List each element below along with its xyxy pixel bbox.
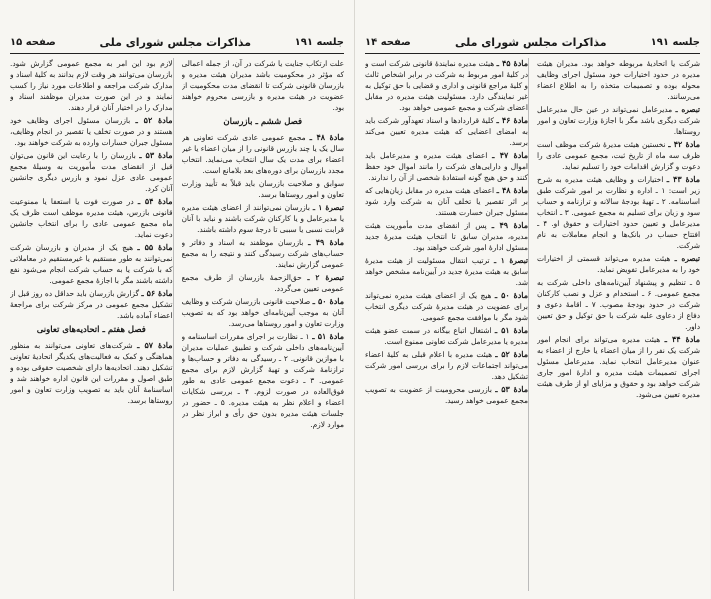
paragraph-text: ۵ ـ تنظیم و پیشنهاد آیین‌نامه‌های داخلی شرکت به مجمع عمومی. ۶ ـ استخدام و عزل و نصب کارکنان شرکت در حدود بودجهٔ مصوب. ۷ ـ اقامهٔ دعوی و دفاع از دعاوی علیه شرکت با حق توکیل و حق تعیین داور. bbox=[537, 278, 700, 331]
article-label: مادهٔ ۴۷ ـ bbox=[492, 150, 528, 160]
note-label: تبصرهٔ ۲ ـ bbox=[307, 273, 344, 282]
left-page-header bbox=[10, 32, 344, 52]
article-label: مادهٔ ۵۳ ـ bbox=[139, 150, 173, 160]
right-columns bbox=[365, 58, 700, 591]
article-paragraph bbox=[10, 288, 173, 321]
article-label: مادهٔ ۴۵ ـ bbox=[496, 58, 528, 68]
note-label: تبصره ـ bbox=[675, 105, 700, 114]
right-header-rule bbox=[365, 53, 700, 54]
article-label: مادهٔ ۵۱ ـ bbox=[312, 331, 344, 341]
article-paragraph bbox=[365, 115, 528, 148]
paragraph-text: هیئت مدیره نمایندهٔ قانونی شرکت است و در کلیهٔ امور مربوط به شرکت در برابر اشخاص ثالث و کلیهٔ مراجع قانونی و اداری و قضایی با حق توکیل به غیر نمایندگی دارد. مسئولیت هیئت مدیره در مقابل اعضای شرکت و مجمع عمومی خواهد بود. bbox=[365, 59, 528, 112]
article-paragraph bbox=[10, 242, 173, 286]
article-paragraph bbox=[182, 331, 345, 430]
paragraph-text: ۱ ـ نظارت بر اجرای مقررات اساسنامه و آیین‌نامه‌های داخلی شرکت و تطبیق عملیات مدیران با موازین قانونی. ۲ ـ رسیدگی به دفاتر و حساب‌ها و ترازنامهٔ شرکت و تهیهٔ گزارش لازم برای مجمع عمومی. ۳ ـ دعوت مجمع عمومی عادی به طور فوق‌العاده در صورت لزوم. ۴ ـ بررسی شکایات اعضاء و اعلام نظر به هیئت مدیره. ۵ ـ حضور در جلسات هیئت مدیره بدون حق رأی و ابراز نظر در موارد لازم. bbox=[181, 332, 344, 429]
note-label: تبصرهٔ ۱ ـ bbox=[494, 256, 528, 265]
left-columns bbox=[10, 58, 344, 591]
paragraph-text: گزارش بازرسان باید حداقل ده روز قبل از تشکیل مجمع عمومی در مرکز شرکت برای مراجعهٔ اعضاء آماده باشد. bbox=[10, 289, 173, 320]
note-label: تبصرهٔ ۱ ـ bbox=[312, 203, 344, 212]
paragraph-text: نخستین هیئت مدیرهٔ شرکت موظف است ظرف سه ماه از تاریخ ثبت، مجمع عمومی عادی را دعوت و گزارش اقدامات خود را تسلیم نماید. bbox=[537, 140, 700, 171]
paragraph-text: سوابق و صلاحیت بازرسان باید قبلاً به تأیید وزارت تعاون و امور روستاها برسد. bbox=[181, 179, 344, 199]
paragraph-text: هیئت مدیره با اعلام قبلی به کلیهٔ اعضاء می‌تواند اجتماعات لازم را برای بررسی امور شرکت تشکیل دهد. bbox=[365, 350, 528, 381]
article-paragraph bbox=[10, 150, 173, 194]
right-page-number: صفحه ۱۴ bbox=[365, 36, 411, 48]
article-label: مادهٔ ۵۲ ـ bbox=[135, 115, 173, 125]
right-header-title: مذاکرات مجلس شورای ملی bbox=[454, 35, 607, 49]
paragraph-text: مدیرعامل نمی‌تواند در عین حال مدیرعامل شرکت دیگری باشد مگر با اجازهٔ وزارت تعاون و امور روستاها. bbox=[537, 105, 700, 136]
article-label: مادهٔ ۴۸ ـ bbox=[309, 132, 344, 142]
article-paragraph bbox=[10, 115, 173, 148]
paragraph-text: در صورت فوت یا استعفا یا ممنوعیت قانونی بازرس، هیئت مدیره موظف است ظرف یک ماه مجمع عمومی عادی را برای انتخاب جانشین دعوت نماید. bbox=[10, 197, 173, 239]
article-paragraph bbox=[365, 58, 528, 113]
right-page-column-1 bbox=[537, 58, 700, 591]
article-paragraph bbox=[537, 139, 700, 172]
note-paragraph bbox=[537, 253, 700, 275]
article-paragraph bbox=[365, 349, 528, 382]
left-page-column-2 bbox=[10, 58, 174, 591]
article-label: مادهٔ ۴۶ ـ bbox=[496, 115, 528, 125]
article-label: مادهٔ ۴۳ ـ bbox=[666, 174, 700, 184]
article-label: مادهٔ ۵۰ ـ bbox=[312, 296, 344, 306]
article-paragraph bbox=[537, 174, 700, 251]
article-paragraph bbox=[182, 296, 345, 329]
right-page bbox=[355, 0, 710, 599]
paragraph-text: بازرسان را با رعایت این قانون می‌توان قبل از انقضای مدت مأموریت به وسیلهٔ مجمع عمومی عادی عزل نمود و بازرس دیگری جانشین آنان کرد. bbox=[10, 151, 173, 193]
article-label: مادهٔ ۴۹ ـ bbox=[308, 237, 344, 247]
note-paragraph bbox=[182, 202, 345, 235]
article-label: مادهٔ ۴۹ ـ bbox=[491, 220, 528, 230]
paragraph-text: هیچ یک از اعضای هیئت مدیره نمی‌تواند برای عضویت در هیئت مدیرهٔ شرکت دیگری انتخاب شود مگر با موافقت مجمع عمومی. bbox=[365, 291, 528, 322]
left-session-label: جلسه ۱۹۱ bbox=[294, 36, 344, 48]
paragraph-text: بازرسان نمی‌توانند از اعضای هیئت مدیره یا مدیرعامل و یا کارکنان شرکت باشند و نباید با آنان قرابت نسبی یا سببی تا درجهٔ سوم داشته باشند. bbox=[181, 203, 344, 234]
left-header-title: مذاکرات مجلس شورای ملی bbox=[99, 35, 252, 49]
article-paragraph bbox=[365, 290, 528, 323]
paragraph-text: لازم بود این امر به مجمع عمومی گزارش شود. بازرسان می‌توانند هر وقت لازم بدانند به کلیهٔ اسناد و مدارک شرکت مراجعه و اطلاعات مورد نیاز را کسب نمایند و در این صورت مدیران موظفند اسناد و مدارک را در اختیار آنان قرار دهند. bbox=[10, 59, 173, 112]
paragraph-text: هیئت مدیره می‌تواند برای انجام امور شرکت یک نفر را از میان اعضاء یا خارج از اعضاء به عنوان مدیرعامل انتخاب نماید. مدیرعامل مسئول اجرای تصمیمات هیئت مدیره و ادارهٔ امور جاری شرکت خواهد بود و حقوق و مزایای او از طرف هیئت مدیره تعیین می‌شود. bbox=[537, 335, 700, 399]
paragraph-text: بازرسی محرومیت از عضویت به تصویب مجمع عمومی خواهد رسید. bbox=[365, 385, 528, 405]
article-label: مادهٔ ۴۲ ـ bbox=[668, 139, 700, 149]
article-paragraph bbox=[537, 334, 700, 400]
article-label: مادهٔ ۵۷ ـ bbox=[137, 340, 173, 350]
right-page-header bbox=[365, 32, 700, 52]
paragraph-text: حق‌الزحمهٔ بازرسان از طرف مجمع عمومی تعیین می‌گردد. bbox=[181, 273, 344, 293]
paragraph-text: بازرسان مسئول اجرای وظایف خود هستند و در صورت تخلف یا تقصیر در انجام وظایف، مسئول جبران خسارات وارده به شرکت خواهند بود. bbox=[10, 116, 173, 147]
left-page-number: صفحه ۱۵ bbox=[10, 36, 56, 48]
right-session-label: جلسه ۱۹۱ bbox=[650, 36, 700, 48]
note-label: تبصره ـ bbox=[674, 254, 700, 263]
article-label: مادهٔ ۴۸ ـ bbox=[496, 185, 528, 195]
article-label: مادهٔ ۴۴ ـ bbox=[664, 334, 700, 344]
paragraph-text: اختیارات و وظایف هیئت مدیره به شرح زیر است: ۱ ـ اداره و نظارت بر امور شرکت طبق اساسنامه. ۲ ـ تهیهٔ بودجهٔ سالانه و ترازنامه و حساب سود و زیان برای تسلیم به مجمع عمومی. ۳ ـ انتخاب مدیرعامل و تعیین حدود اختیارات و حقوق او. ۴ ـ افتتاح حساب در بانک‌ها و انجام معاملات به نام شرکت. bbox=[537, 175, 700, 250]
note-paragraph bbox=[365, 255, 528, 288]
note-paragraph bbox=[537, 104, 700, 137]
article-label: مادهٔ ۵۶ ـ bbox=[141, 288, 173, 298]
paragraph-text: شرکت یا اتحادیهٔ مربوطه خواهد بود. مدیران هیئت مدیره در حدود اختیارات خود مسئول اجرای وظایف محوله بوده و تصمیمات متخذه را به اطلاع اعضاء می‌رسانند. bbox=[537, 59, 700, 101]
paragraph-text: اشتغال اتباع بیگانه در سمت عضو هیئت مدیره یا مدیرعامل شرکت تعاونی ممنوع است. bbox=[365, 326, 528, 346]
article-label: مادهٔ ۵۵ ـ bbox=[137, 242, 173, 252]
article-paragraph bbox=[365, 185, 528, 218]
article-label: مادهٔ ۵۱ ـ bbox=[494, 325, 528, 335]
section-heading: فصل ششم ـ بازرسان bbox=[223, 117, 303, 127]
paragraph-text: کلیهٔ قراردادها و اسناد تعهدآور شرکت باید به امضای اعضایی که هیئت مدیره تعیین می‌کند برسد. bbox=[365, 116, 528, 147]
article-paragraph bbox=[182, 237, 345, 270]
note-paragraph bbox=[182, 272, 345, 294]
text-paragraph bbox=[537, 58, 700, 102]
right-page-column-2 bbox=[365, 58, 529, 591]
paragraph-text: علت ارتکاب جنایت یا شرکت در آن، از جمله اعمالی که مؤثر در محکومیت باشد مدیران هیئت مدیره و بازرسان قانونی شرکت تا انقضای مدت محکومیت از عضویت در هیئت مدیره و بازرسی محروم خواهند بود. bbox=[181, 59, 344, 112]
paragraph-text: هیئت مدیره می‌تواند قسمتی از اختیارات خود را به مدیرعامل تفویض نماید. bbox=[537, 254, 700, 274]
left-page bbox=[0, 0, 355, 599]
article-label: مادهٔ ۵۰ ـ bbox=[494, 290, 528, 300]
left-header-rule bbox=[10, 53, 344, 54]
paragraph-text: مجمع عمومی عادی شرکت تعاونی هر سال یک یا چند بازرس قانونی را از میان اعضاء یا غیر اعضاء برای مدت یک سال انتخاب می‌نماید. انتخاب مجدد بازرسان برای دوره‌های بعد بلامانع است. bbox=[181, 133, 344, 175]
paragraph-text: ترتیب انتقال مسئولیت از هیئت مدیرهٔ سابق به هیئت مدیرهٔ جدید در آیین‌نامه مشخص خواهد شد. bbox=[365, 256, 528, 287]
paragraph-text: پس از انقضای مدت مأموریت هیئت مدیره، مدیران سابق تا انتخاب هیئت مدیرهٔ جدید مسئول ادارهٔ امور شرکت خواهند بود. bbox=[365, 221, 528, 252]
article-paragraph bbox=[365, 325, 528, 347]
paragraph-text: اعضای هیئت مدیره و مدیرعامل باید اموال و دارایی‌های شرکت را مانند اموال خود حفظ کنند و حق هیچ گونه استفادهٔ شخصی از آن را ندارند. bbox=[365, 151, 528, 182]
paragraph-text: بازرسان موظفند به اسناد و دفاتر و حساب‌های شرکت رسیدگی کنند و نتیجه را به مجمع عمومی گزارش نمایند. bbox=[181, 238, 344, 269]
paragraph-text: هیچ یک از مدیران و بازرسان شرکت نمی‌توانند به طور مستقیم یا غیرمستقیم در معاملاتی که با شرکت یا به حساب شرکت انجام می‌شود نفع داشته باشند مگر با اجازهٔ مجمع عمومی. bbox=[10, 243, 173, 285]
article-paragraph bbox=[10, 196, 173, 240]
article-paragraph bbox=[365, 384, 528, 406]
article-paragraph bbox=[365, 150, 528, 183]
left-page-column-1 bbox=[182, 58, 345, 591]
article-paragraph bbox=[10, 340, 173, 406]
text-paragraph bbox=[182, 58, 345, 113]
section-heading: فصل هفتم ـ اتحادیه‌های تعاونی bbox=[36, 325, 146, 335]
paragraph-text: شرکت‌های تعاونی می‌توانند به منظور هماهنگی و کمک به فعالیت‌های یکدیگر اتحادیهٔ تعاونی تشکیل دهند. اتحادیه‌ها دارای شخصیت حقوقی بوده و طبق اصول و مقررات این قانون اداره خواهند شد و اساسنامهٔ آنان باید به تصویب وزارت تعاون و امور روستاها برسد. bbox=[10, 341, 173, 405]
article-label: مادهٔ ۵۳ ـ bbox=[495, 384, 528, 394]
text-paragraph bbox=[10, 58, 173, 113]
paragraph-text: صلاحیت قانونی بازرسان شرکت و وظایف آنان به موجب آیین‌نامه‌ای خواهد بود که به تصویب وزارت تعاون و امور روستاها می‌رسد. bbox=[181, 297, 344, 328]
text-paragraph bbox=[182, 178, 345, 200]
text-paragraph bbox=[537, 277, 700, 332]
article-paragraph bbox=[182, 132, 345, 176]
article-paragraph bbox=[365, 220, 528, 253]
paragraph-text: اعضای هیئت مدیره در مقابل زیان‌هایی که بر اثر تقصیر یا تخلف آنان به شرکت وارد شود مسئول جبران خسارت هستند. bbox=[365, 186, 528, 217]
article-label: مادهٔ ۵۲ ـ bbox=[495, 349, 528, 359]
article-label: مادهٔ ۵۴ ـ bbox=[137, 196, 173, 206]
